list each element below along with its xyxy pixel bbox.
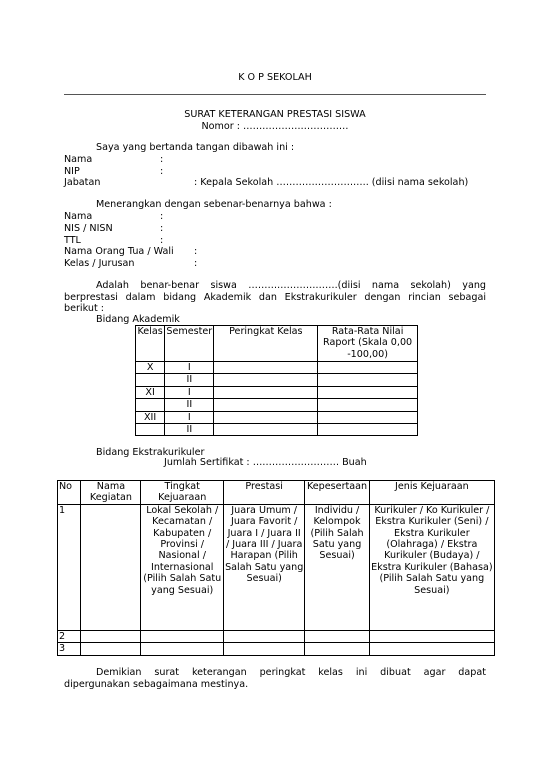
table-row (58, 643, 495, 655)
student-name-colon: : (160, 211, 164, 222)
cell-peringkat (214, 399, 318, 411)
cell-kelas (136, 399, 165, 411)
intro-text: Saya yang bertanda tangan dibawah ini : (96, 142, 295, 153)
student-name-label: Nama (64, 211, 93, 222)
cell-semester: II (165, 424, 214, 436)
academic-heading: Bidang Akademik (96, 314, 180, 325)
student-class-label: Kelas / Jurusan (64, 258, 135, 269)
signer-position-label: Jabatan (64, 177, 101, 188)
signer-name-label: Nama (64, 154, 93, 165)
cell-semester: I (165, 411, 214, 423)
header-jenis: Jenis Kejuaraan (369, 481, 494, 505)
cell-semester: I (165, 362, 214, 374)
table-row (58, 504, 495, 630)
student-parent-label: Nama Orang Tua / Wali (64, 246, 174, 257)
header-kepesertaan: Kepesertaan (305, 481, 369, 505)
cell-no: 1 (58, 504, 81, 630)
academic-table-header (136, 326, 418, 362)
signer-name-colon: : (160, 154, 164, 165)
header-tingkat: Tingkat Kejuaraan (141, 481, 223, 505)
table-row (136, 424, 418, 436)
cell-semester: II (165, 399, 214, 411)
header-kelas: Kelas (136, 326, 165, 362)
extracurricular-table-header (58, 481, 495, 505)
header-nama-kegiatan: Nama Kegiatan (81, 481, 141, 505)
declaration-text: Menerangkan dengan sebenar-benarnya bahwa : (96, 199, 332, 210)
paragraph-line-3: berikut : (64, 303, 104, 314)
cell-empty (305, 630, 369, 642)
header-rata-rata: Rata-Rata Nilai Raport (Skala 0,00 -100,00) (318, 326, 418, 362)
student-class-colon: : (194, 258, 198, 269)
cell-kelas: XI (136, 386, 165, 398)
cell-empty (81, 630, 141, 642)
student-ttl-label: TTL (64, 235, 81, 246)
cell-rata (318, 411, 418, 423)
cell-no: 3 (58, 643, 81, 655)
cell-rata (318, 374, 418, 386)
signer-nip-colon: : (160, 166, 164, 177)
cell-peringkat (214, 411, 318, 423)
signer-nip-label: NIP (64, 166, 80, 177)
signer-position-value: : Kepala Sekolah ……………………….. (diisi nama sekolah) (194, 177, 469, 188)
student-ttl-colon: : (160, 235, 164, 246)
cell-empty (369, 630, 494, 642)
cell-rata (318, 424, 418, 436)
paragraph-line-2: berprestasi dalam bidang Akademik dan Ekstrakurikuler dengan rincian sebagai (64, 292, 486, 303)
cell-empty (223, 630, 304, 642)
cell-jenis: Kurikuler / Ko Kurikuler / Ekstra Kurikuler (Seni) / Ekstra Kurikuler (Olahraga) / Ekstra Kurikuler (Budaya) / Ekstra Kurikuler (Bahasa) (Pilih Salah Satu yang Sesuai) (369, 504, 494, 630)
cell-nama-kegiatan (81, 504, 141, 630)
cell-prestasi: Juara Umum / Juara Favorit / Juara I / Juara II / Juara III / Juara Harapan (Pilih Salah Satu yang Sesuai) (223, 504, 304, 630)
cell-tingkat: Lokal Sekolah / Kecamatan / Kabupaten / Provinsi / Nasional / Internasional (Pilih Salah Satu yang Sesuai) (141, 504, 223, 630)
cell-kelas (136, 424, 165, 436)
letter-number: Nomor : …………………………… (201, 121, 349, 132)
academic-table (135, 325, 418, 436)
letter-title: SURAT KETERANGAN PRESTASI SISWA (184, 109, 366, 120)
cell-peringkat (214, 374, 318, 386)
header-divider (64, 94, 486, 95)
closing-line-2: dipergunakan sebagaimana mestinya. (64, 679, 249, 690)
student-nis-colon: : (160, 223, 164, 234)
certificate-count: Jumlah Sertifikat : ……………………… Buah (164, 457, 367, 468)
cell-rata (318, 399, 418, 411)
header-prestasi: Prestasi (223, 481, 304, 505)
cell-empty (141, 643, 223, 655)
extracurricular-heading: Bidang Ekstrakurikuler (96, 447, 205, 458)
header-semester: Semester (165, 326, 214, 362)
cell-peringkat (214, 386, 318, 398)
cell-kelas: X (136, 362, 165, 374)
student-parent-colon: : (194, 246, 198, 257)
cell-rata (318, 362, 418, 374)
closing-line-1: Demikian surat keterangan peringkat kelas ini dibuat agar dapat (96, 667, 486, 678)
cell-rata (318, 386, 418, 398)
student-nis-label: NIS / NISN (64, 223, 113, 234)
cell-empty (223, 643, 304, 655)
cell-empty (305, 643, 369, 655)
cell-peringkat (214, 362, 318, 374)
extracurricular-table (57, 480, 495, 656)
cell-empty (81, 643, 141, 655)
table-row (136, 399, 418, 411)
table-row (136, 411, 418, 423)
table-row (136, 386, 418, 398)
header-peringkat: Peringkat Kelas (214, 326, 318, 362)
paragraph-line-1: Adalah benar-benar siswa ……………………….(diisi nama sekolah) yang (96, 280, 486, 291)
kop-sekolah: K O P SEKOLAH (238, 72, 312, 83)
cell-kelas (136, 374, 165, 386)
table-row (136, 362, 418, 374)
cell-empty (369, 643, 494, 655)
cell-peringkat (214, 424, 318, 436)
cell-kepesertaan: Individu / Kelompok (Pilih Salah Satu yang Sesuai) (305, 504, 369, 630)
cell-semester: II (165, 374, 214, 386)
cell-kelas: XII (136, 411, 165, 423)
cell-semester: I (165, 386, 214, 398)
cell-no: 2 (58, 630, 81, 642)
cell-empty (141, 630, 223, 642)
table-row (136, 374, 418, 386)
table-row (58, 630, 495, 642)
header-no: No (58, 481, 81, 505)
